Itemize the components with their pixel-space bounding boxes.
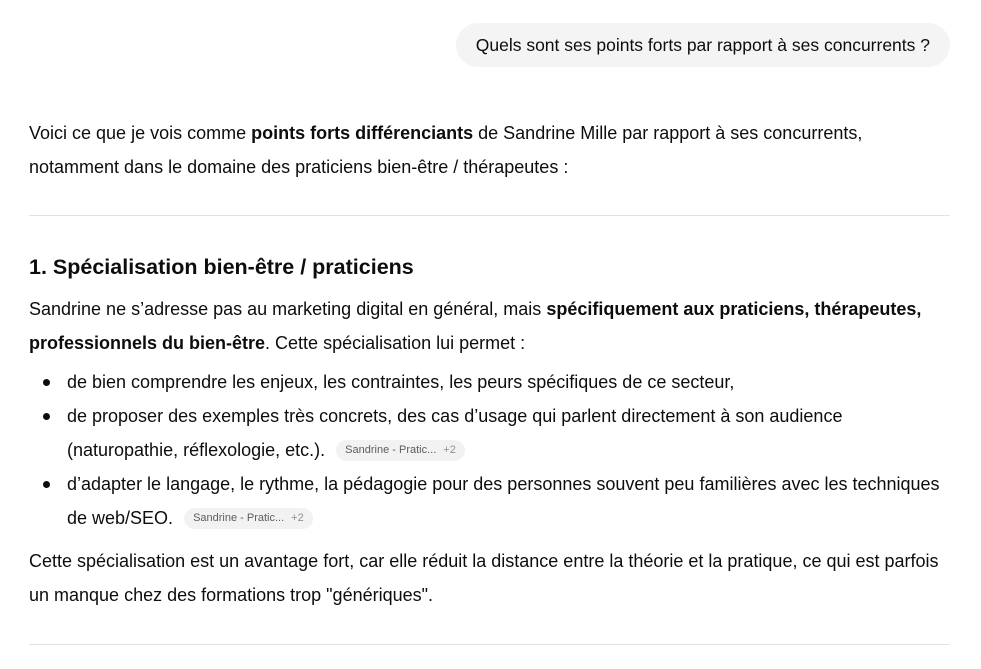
bullet-dot-icon xyxy=(43,379,50,386)
section-intro-after: . Cette spécialisation lui permet : xyxy=(265,333,526,353)
intro-text-bold: points forts différenciants xyxy=(251,123,474,143)
user-message-bubble: Quels sont ses points forts par rapport à ses concurrents ? xyxy=(456,23,950,67)
citation-label: Sandrine - Pratic... xyxy=(193,512,285,524)
citation-more-count: +2 xyxy=(291,512,304,524)
user-message-row xyxy=(29,23,950,67)
list-item-text: de bien comprendre les enjeux, les contraintes, les peurs spécifiques de ce secteur, xyxy=(67,372,735,392)
citation-more-count: +2 xyxy=(443,444,456,456)
section-closing: Cette spécialisation est un avantage fort, car elle réduit la distance entre la théorie et la pratique, ce qui est parfois un manque chez des formations trop "génériques". xyxy=(29,551,939,605)
section-intro xyxy=(29,292,950,360)
section-title: 1. Spécialisation bien-être / praticiens xyxy=(29,255,414,279)
citation-label: Sandrine - Pratic... xyxy=(345,444,437,456)
list-item-text: d’adapter le langage, le rythme, la pédagogie pour des personnes souvent peu familières avec les techniques de web/SEO. xyxy=(67,474,940,528)
section-intro-before: Sandrine ne s’adresse pas au marketing digital en général, mais xyxy=(29,299,547,319)
section-divider xyxy=(29,644,950,645)
list-item-text: de proposer des exemples très concrets, des cas d’usage qui parlent directement à son audience (naturopathie, réflexologie, etc.). xyxy=(67,406,843,460)
section-divider xyxy=(29,215,950,216)
bullet-dot-icon xyxy=(43,413,50,420)
section-intro-bold: spécifiquement aux praticiens, thérapeutes, professionnels du bien-être xyxy=(29,299,922,353)
list-item xyxy=(29,399,950,467)
source-citation-chip[interactable] xyxy=(336,440,465,461)
source-citation-chip[interactable] xyxy=(184,508,313,529)
intro-text-after: de Sandrine Mille par rapport à ses concurrents, notamment dans le domaine des praticiens bien-être / thérapeutes : xyxy=(29,123,863,177)
list-item xyxy=(29,365,950,399)
bullet-dot-icon xyxy=(43,481,50,488)
assistant-message xyxy=(29,116,950,645)
assistant-intro xyxy=(29,116,950,184)
chat-thread xyxy=(29,0,950,645)
intro-text-before: Voici ce que je vois comme xyxy=(29,123,252,143)
list-item xyxy=(29,467,950,535)
bullet-list xyxy=(29,365,950,535)
